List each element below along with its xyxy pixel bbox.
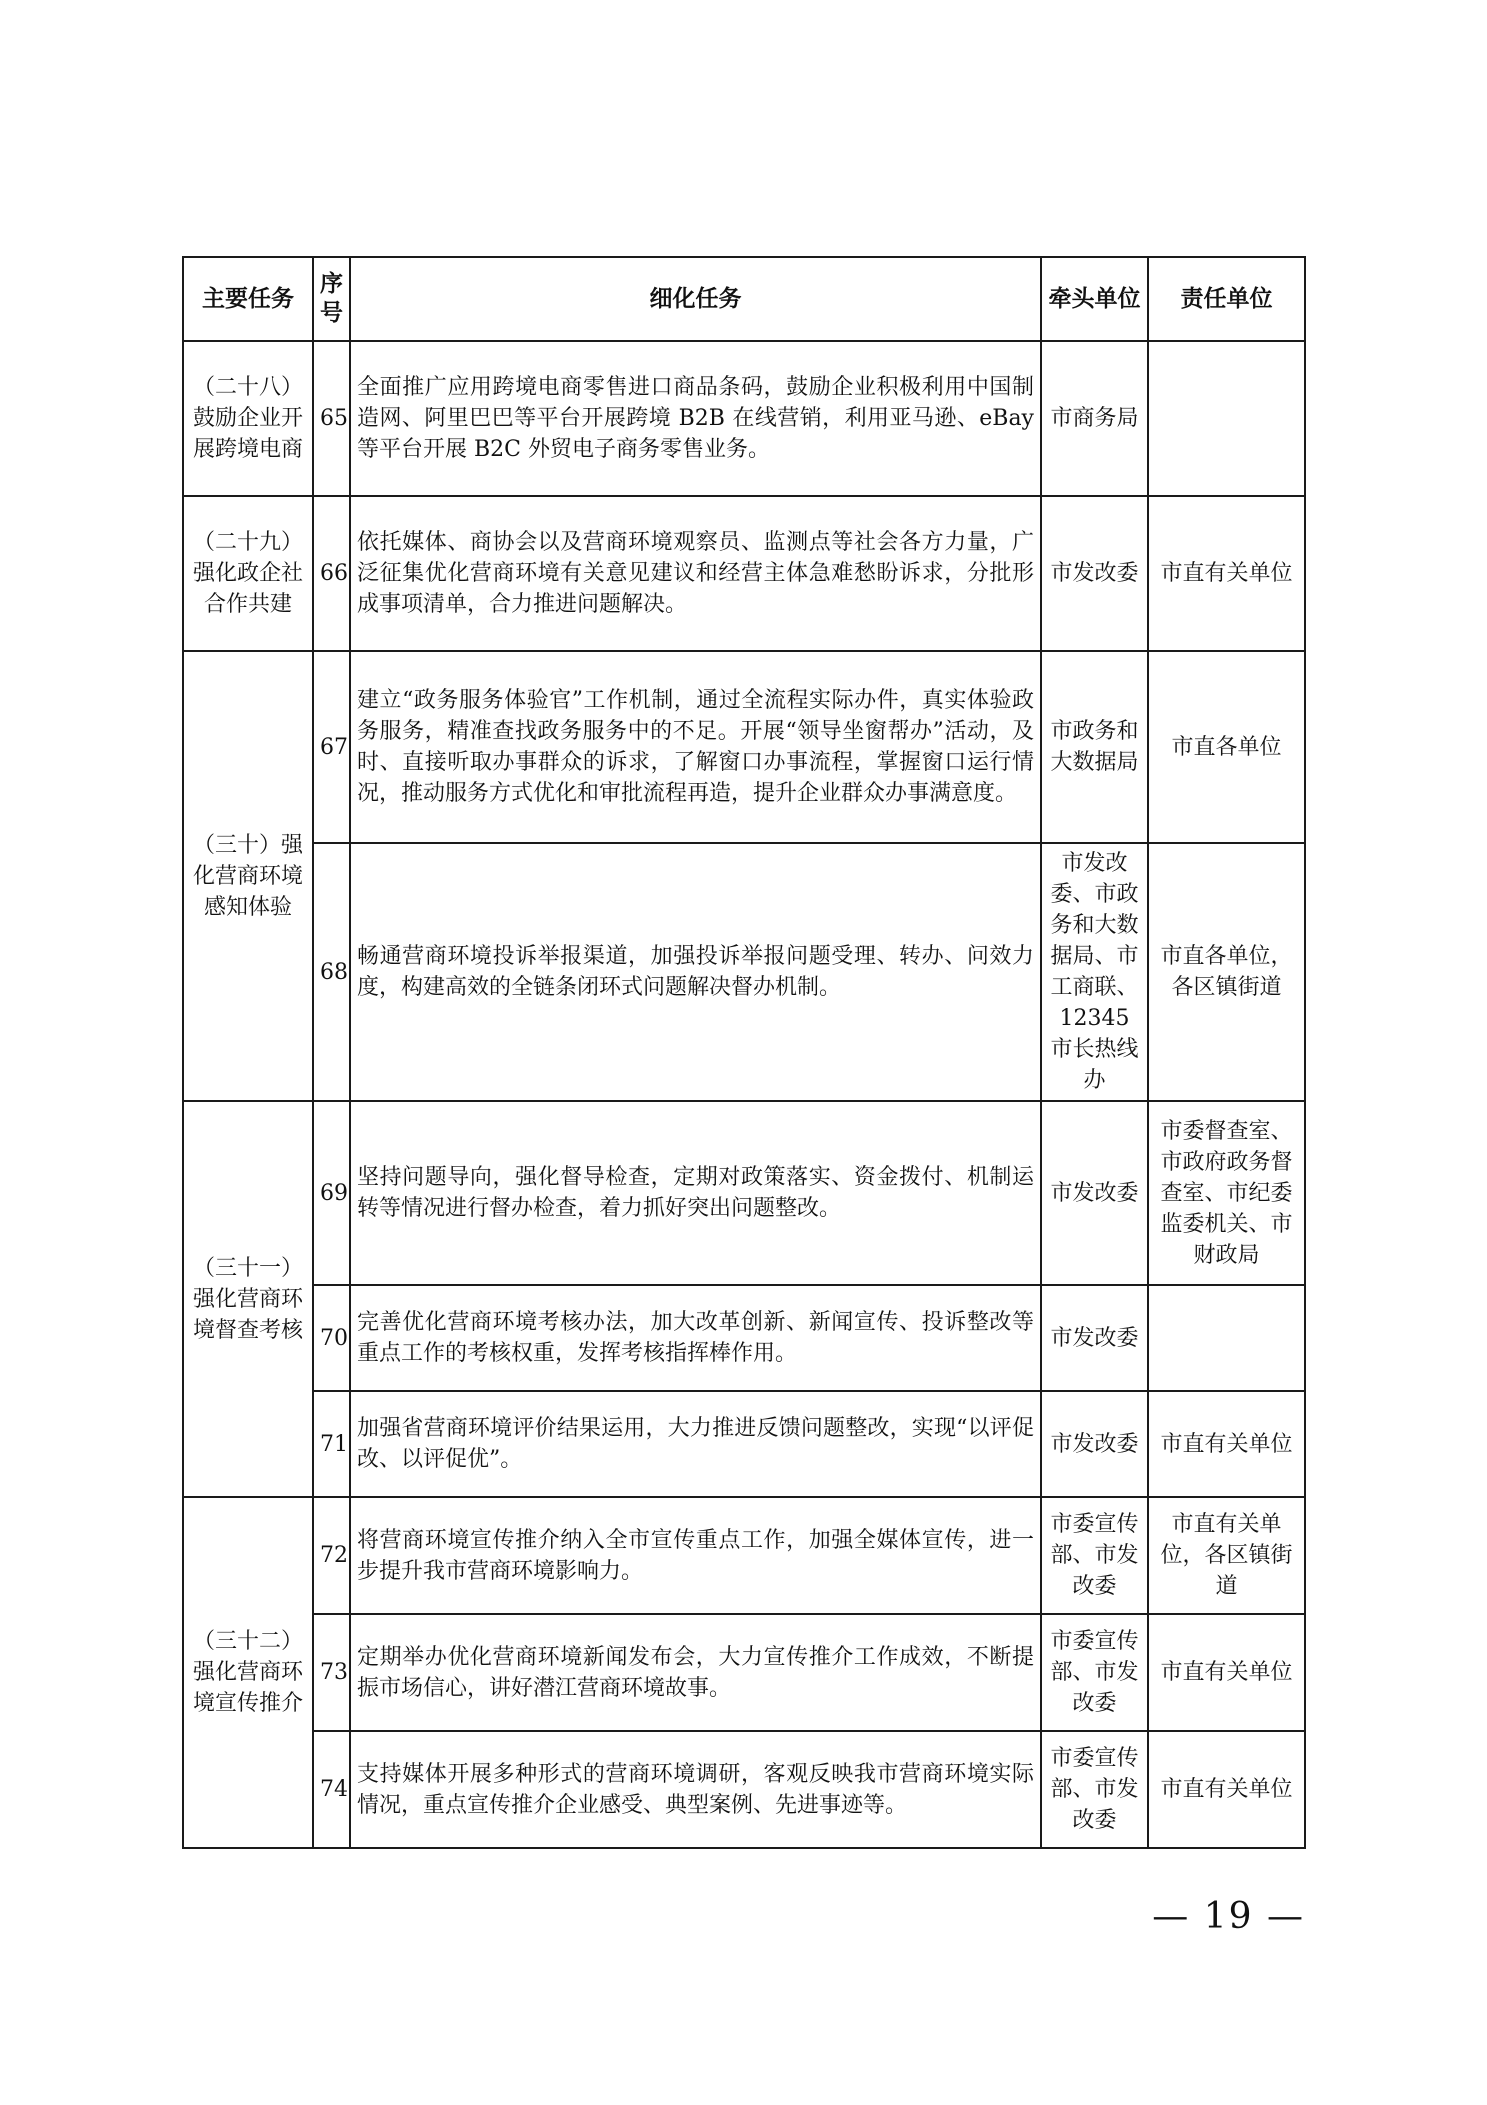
table-row [183, 1497, 1305, 1614]
seq-cell: 72 [313, 1497, 350, 1614]
detail-cell: 加强省营商环境评价结果运用，大力推进反馈问题整改，实现“以评促改、以评促优”。 [350, 1391, 1041, 1497]
detail-cell: 依托媒体、商协会以及营商环境观察员、监测点等社会各方力量，广泛征集优化营商环境有关意见建议和经营主体急难愁盼诉求，分批形成事项清单，合力推进问题解决。 [350, 496, 1041, 651]
header-lead: 牵头单位 [1041, 257, 1148, 341]
seq-cell: 68 [313, 843, 350, 1101]
seq-cell: 71 [313, 1391, 350, 1497]
seq-cell: 73 [313, 1614, 350, 1731]
responsible-unit-cell [1148, 1285, 1305, 1391]
detail-cell: 完善优化营商环境考核办法，加大改革创新、新闻宣传、投诉整改等重点工作的考核权重，发挥考核指挥棒作用。 [350, 1285, 1041, 1391]
responsible-unit-cell: 市直有关单位 [1148, 1614, 1305, 1731]
detail-cell: 畅通营商环境投诉举报渠道，加强投诉举报问题受理、转办、问效力度，构建高效的全链条闭环式问题解决督办机制。 [350, 843, 1041, 1101]
table-row [183, 1391, 1305, 1497]
detail-cell: 定期举办优化营商环境新闻发布会，大力宣传推介工作成效，不断提振市场信心，讲好潜江营商环境故事。 [350, 1614, 1041, 1731]
lead-unit-cell: 市委宣传部、市发改委 [1041, 1731, 1148, 1848]
table-row [183, 1731, 1305, 1848]
table-row [183, 1614, 1305, 1731]
table-row [183, 341, 1305, 496]
lead-unit-cell: 市发改委 [1041, 1391, 1148, 1497]
responsible-unit-cell [1148, 341, 1305, 496]
detail-cell: 全面推广应用跨境电商零售进口商品条码，鼓励企业积极利用中国制造网、阿里巴巴等平台开展跨境 B2B 在线营销，利用亚马逊、eBay 等平台开展 B2C 外贸电子商务零售业务。 [350, 341, 1041, 496]
responsible-unit-cell: 市直各单位，各区镇街道 [1148, 843, 1305, 1101]
table-row [183, 496, 1305, 651]
lead-unit-cell: 市委宣传部、市发改委 [1041, 1497, 1148, 1614]
responsible-unit-cell: 市直有关单位，各区镇街道 [1148, 1497, 1305, 1614]
lead-unit-cell: 市发改委、市政务和大数据局、市工商联、12345 市长热线办 [1041, 843, 1148, 1101]
header-seq: 序号 [313, 257, 350, 341]
table-row [183, 651, 1305, 843]
lead-unit-cell: 市发改委 [1041, 1285, 1148, 1391]
table-row [183, 1101, 1305, 1285]
responsible-unit-cell: 市委督查室、市政府政务督查室、市纪委监委机关、市财政局 [1148, 1101, 1305, 1285]
lead-unit-cell: 市商务局 [1041, 341, 1148, 496]
responsible-unit-cell: 市直各单位 [1148, 651, 1305, 843]
main-task-cell: （三十）强化营商环境感知体验 [183, 651, 313, 1101]
main-task-cell: （二十八）鼓励企业开展跨境电商 [183, 341, 313, 496]
table-row [183, 1285, 1305, 1391]
lead-unit-cell: 市委宣传部、市发改委 [1041, 1614, 1148, 1731]
header-row [183, 257, 1305, 341]
seq-cell: 66 [313, 496, 350, 651]
lead-unit-cell: 市政务和大数据局 [1041, 651, 1148, 843]
header-main-task: 主要任务 [183, 257, 313, 341]
responsible-unit-cell: 市直有关单位 [1148, 1391, 1305, 1497]
main-task-cell: （三十一）强化营商环境督查考核 [183, 1101, 313, 1497]
detail-cell: 建立“政务服务体验官”工作机制，通过全流程实际办件，真实体验政务服务，精准查找政务服务中的不足。开展“领导坐窗帮办”活动，及时、直接听取办事群众的诉求，了解窗口办事流程，掌握窗口运行情况，推动服务方式优化和审批流程再造，提升企业群众办事满意度。 [350, 651, 1041, 843]
page-number: — 19 — [1152, 1896, 1305, 1937]
main-task-cell: （二十九）强化政企社合作共建 [183, 496, 313, 651]
header-detail: 细化任务 [350, 257, 1041, 341]
lead-unit-cell: 市发改委 [1041, 1101, 1148, 1285]
lead-unit-cell: 市发改委 [1041, 496, 1148, 651]
detail-cell: 支持媒体开展多种形式的营商环境调研，客观反映我市营商环境实际情况，重点宣传推介企业感受、典型案例、先进事迹等。 [350, 1731, 1041, 1848]
seq-cell: 67 [313, 651, 350, 843]
header-responsible: 责任单位 [1148, 257, 1305, 341]
detail-cell: 将营商环境宣传推介纳入全市宣传重点工作，加强全媒体宣传，进一步提升我市营商环境影响力。 [350, 1497, 1041, 1614]
task-table [182, 256, 1306, 1849]
main-task-cell: （三十二）强化营商环境宣传推介 [183, 1497, 313, 1848]
table-row [183, 843, 1305, 1101]
seq-cell: 70 [313, 1285, 350, 1391]
responsible-unit-cell: 市直有关单位 [1148, 1731, 1305, 1848]
seq-cell: 69 [313, 1101, 350, 1285]
responsible-unit-cell: 市直有关单位 [1148, 496, 1305, 651]
seq-cell: 65 [313, 341, 350, 496]
seq-cell: 74 [313, 1731, 350, 1848]
detail-cell: 坚持问题导向，强化督导检查，定期对政策落实、资金拨付、机制运转等情况进行督办检查，着力抓好突出问题整改。 [350, 1101, 1041, 1285]
